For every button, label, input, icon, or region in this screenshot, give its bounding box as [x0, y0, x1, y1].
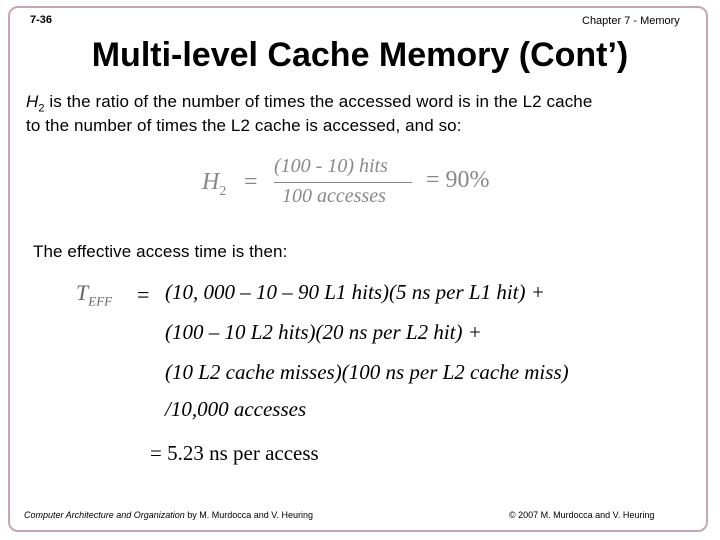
teff-line-1: (10, 000 – 10 – 90 L1 hits)(5 ns per L1 hit) + — [165, 280, 545, 304]
footer-book-authors: by M. Murdocca and V. Heuring — [184, 510, 313, 520]
h2-subscript: 2 — [38, 102, 45, 115]
h2-lhs-symbol: H — [202, 169, 220, 195]
teff-lhs-subscript: EFF — [88, 293, 113, 309]
slide-number: 7-36 — [30, 14, 53, 26]
h2-lhs-subscript: 2 — [219, 183, 227, 199]
h2-fraction-bar — [274, 182, 412, 183]
slide-title: Multi-level Cache Memory (Cont’) — [91, 36, 629, 74]
footer-book — [24, 510, 313, 520]
teff-line-2: (100 – 10 L2 hits)(20 ns per L2 hit) + — [165, 320, 482, 344]
teff-result: = 5.23 ns per access — [150, 441, 319, 465]
teff-line-3: (10 L2 cache misses)(100 ns per L2 cache miss) — [165, 360, 569, 384]
teff-lhs-symbol: T — [76, 280, 89, 305]
intro-line-2: to the number of times the L2 cache is accessed, and so: — [26, 116, 462, 135]
h2-equals: = — [244, 169, 258, 195]
h2-result: = 90% — [426, 167, 490, 193]
effective-time-text: The effective access time is then: — [33, 242, 288, 261]
chapter-label: Chapter 7 - Memory — [582, 15, 680, 27]
footer-book-title: Computer Architecture and Organization — [24, 510, 185, 520]
teff-lhs — [76, 280, 112, 309]
teff-line-4: /10,000 accesses — [165, 397, 307, 421]
intro-line-1-text: is the ratio of the number of times the accessed word is in the L2 cache — [44, 92, 593, 111]
footer-copyright: © 2007 M. Murdocca and V. Heuring — [509, 510, 655, 520]
h2-denominator: 100 accesses — [282, 185, 386, 207]
h2-symbol: H — [26, 92, 39, 111]
h2-numerator: (100 - 10) hits — [274, 155, 388, 177]
h2-lhs — [202, 169, 226, 200]
teff-equals: = — [137, 282, 150, 307]
intro-line-1 — [26, 92, 592, 114]
slide-frame — [8, 6, 708, 532]
